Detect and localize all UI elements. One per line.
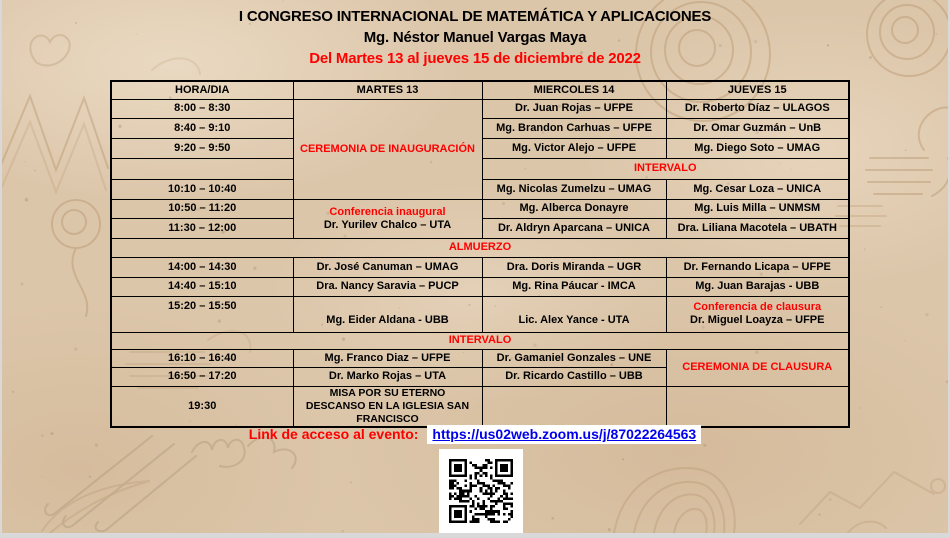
cell-time: 11:30 – 12:00 — [111, 218, 293, 238]
cell-speaker: Mg. Eider Aldana - UBB — [293, 296, 482, 332]
cell-speaker: Mg. Nicolas Zumelzu – UMAG — [482, 179, 666, 199]
row-1930 — [111, 386, 849, 427]
cell-speaker: Dra. Doris Miranda – UGR — [482, 257, 666, 277]
cell-speaker: Dr. Omar Guzmán – UnB — [666, 118, 849, 138]
schedule-table — [110, 80, 850, 428]
cell-time: 8:00 – 8:30 — [111, 99, 293, 118]
conferencia-inaugural-title: Conferencia inaugural — [329, 205, 446, 218]
row-1520 — [111, 296, 849, 332]
col-header-jueves: JUEVES 15 — [666, 81, 849, 99]
cell-speaker: Dr. Ricardo Castillo – UBB — [482, 367, 666, 386]
cell-ceremonia-clausura: CEREMONIA DE CLAUSURA — [666, 349, 849, 386]
cell-speaker: Dr. Roberto Díaz – ULAGOS — [666, 99, 849, 118]
cell-speaker: Mg. Brandon Carhuas – UFPE — [482, 118, 666, 138]
cell-time: 10:50 – 11:20 — [111, 199, 293, 218]
cell-time: 14:00 – 14:30 — [111, 257, 293, 277]
cell-speaker: Mg. Rina Páucar - IMCA — [482, 277, 666, 296]
cell-speaker: Mg. Luis Milla – UNMSM — [666, 199, 849, 218]
cell-time: 10:10 – 10:40 — [111, 179, 293, 199]
cell-almuerzo: ALMUERZO — [111, 238, 849, 257]
row-1400 — [111, 257, 849, 277]
event-organizer: Mg. Néstor Manuel Vargas Maya — [363, 29, 587, 46]
conferencia-inaugural-speaker: Dr. Yurilev Chalco – UTA — [323, 218, 452, 231]
cell-ceremonia-inauguracion: CEREMONIA DE INAUGURACIÓN — [293, 99, 482, 199]
access-link-row — [2, 426, 948, 442]
col-header-martes: MARTES 13 — [293, 81, 482, 99]
cell-speaker: Dr. Marko Rojas – UTA — [293, 367, 482, 386]
cell-speaker: Mg. Diego Soto – UMAG — [666, 138, 849, 158]
conferencia-clausura-speaker: Dr. Miguel Loayza – UFPE — [690, 314, 825, 326]
col-header-hora-dia: HORA/DIA — [111, 81, 293, 99]
qr-code — [439, 449, 523, 533]
event-title: I CONGRESO INTERNACIONAL DE MATEMÁTICA Y APLICACIONES — [238, 8, 712, 25]
cell-speaker: Dr. Aldryn Aparcana – UNICA — [482, 218, 666, 238]
cell-speaker: Dr. Juan Rojas – UFPE — [482, 99, 666, 118]
cell-speaker: Dr. José Canuman – UMAG — [293, 257, 482, 277]
row-almuerzo — [111, 238, 849, 257]
row-0800 — [111, 99, 849, 118]
row-intervalo-afternoon — [111, 332, 849, 349]
row-1610 — [111, 349, 849, 367]
cell-time: 16:50 – 17:20 — [111, 367, 293, 386]
cell-empty — [666, 386, 849, 427]
col-header-miercoles: MIERCOLES 14 — [482, 81, 666, 99]
cell-empty — [482, 386, 666, 427]
cell-speaker: Mg. Juan Barajas - UBB — [666, 277, 849, 296]
header-row — [111, 81, 849, 99]
cell-time: 15:20 – 15:50 — [111, 296, 293, 332]
title-block — [2, 6, 948, 70]
window-bottom-edge — [0, 533, 950, 538]
cell-speaker: Mg. Cesar Loza – UNICA — [666, 179, 849, 199]
event-date-range: Del Martes 13 al jueves 15 de diciembre de 2022 — [309, 50, 641, 67]
cell-time: 19:30 — [111, 386, 293, 427]
cell-speaker: Dra. Nancy Saravia – PUCP — [293, 277, 482, 296]
cell-speaker: Lic. Alex Yance - UTA — [482, 296, 666, 332]
cell-speaker: Mg. Victor Alejo – UFPE — [482, 138, 666, 158]
cell-speaker: Dr. Fernando Licapa – UFPE — [666, 257, 849, 277]
zoom-meeting-link[interactable]: https://us02web.zoom.us/j/87022264563 — [427, 425, 701, 444]
cell-intervalo: INTERVALO — [482, 158, 849, 179]
cell-speaker: Mg. Franco Diaz – UFPE — [293, 349, 482, 367]
cell-time: 14:40 – 15:10 — [111, 277, 293, 296]
flyer-canvas — [2, 0, 948, 533]
cell-speaker: Dra. Liliana Macotela – UBATH — [666, 218, 849, 238]
row-1440 — [111, 277, 849, 296]
cell-time: 16:10 – 16:40 — [111, 349, 293, 367]
cell-time: 9:20 – 9:50 — [111, 138, 293, 158]
cell-empty — [111, 158, 293, 179]
cell-conferencia-clausura — [666, 296, 849, 332]
qr-code-pattern — [449, 459, 513, 523]
link-label: Link de acceso al evento: — [248, 426, 419, 442]
cell-time: 8:40 – 9:10 — [111, 118, 293, 138]
cell-speaker: Mg. Alberca Donayre — [482, 199, 666, 218]
conferencia-clausura-title: Conferencia de clausura — [693, 301, 822, 314]
cell-conferencia-inaugural — [293, 199, 482, 238]
cell-intervalo: INTERVALO — [111, 332, 849, 349]
cell-misa: MISA POR SU ETERNO DESCANSO EN LA IGLESIA SAN FRANCISCO — [293, 386, 482, 427]
cell-speaker: Dr. Gamaniel Gonzales – UNE — [482, 349, 666, 367]
row-1050 — [111, 199, 849, 218]
